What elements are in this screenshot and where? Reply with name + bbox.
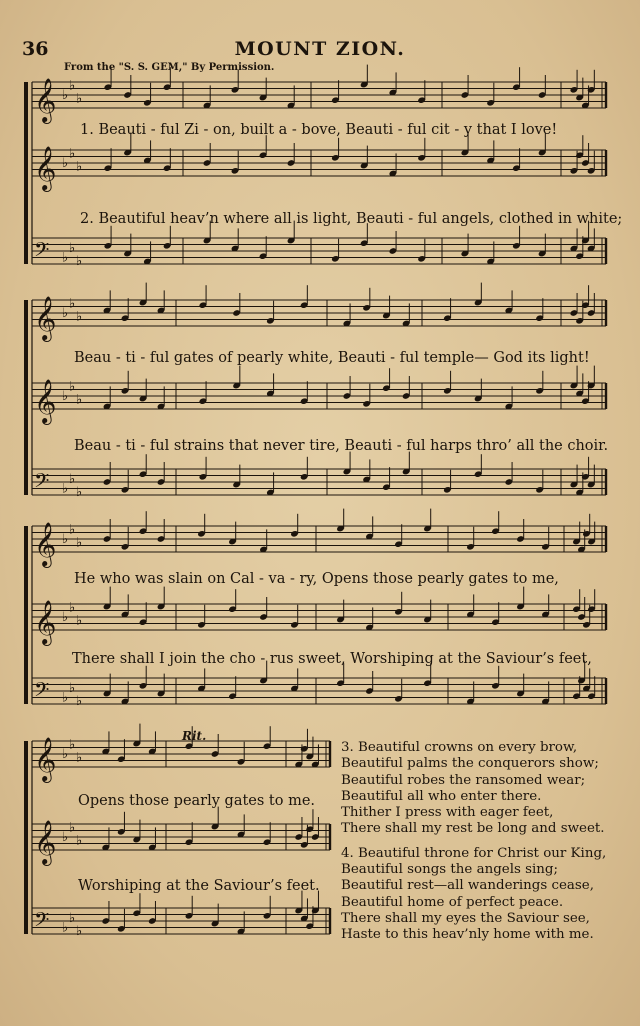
flat-icon: ♭ (76, 750, 83, 766)
flat-icon: ♭ (76, 484, 83, 500)
system-brace (24, 300, 28, 495)
page-title: MOUNT ZION. (234, 38, 406, 60)
verse-line: There shall my eyes the Saviour see, (341, 910, 590, 926)
flat-icon: ♭ (69, 910, 76, 926)
flat-icon: ♭ (62, 610, 69, 625)
flat-icon: ♭ (69, 522, 76, 538)
flat-icon: ♭ (69, 240, 76, 256)
stanza-3 (341, 740, 606, 838)
page-number: 36 (22, 38, 49, 60)
flat-icon: ♭ (62, 481, 69, 497)
verse-line: Haste to this heav’nly home with me. (341, 927, 594, 943)
treble-clef-icon: 𝄞 (34, 146, 57, 190)
lyric-line-7: Opens those pearly gates to me. (78, 793, 316, 809)
flat-icon: ♭ (76, 159, 83, 175)
flat-icon: ♭ (76, 91, 83, 107)
credit-line: From the "S. S. GEM," By Permission. (64, 62, 275, 73)
verse-line: Beautiful home of perfect peace. (341, 894, 564, 910)
system-brace (24, 526, 28, 704)
treble-clef-icon: 𝄞 (34, 820, 57, 864)
verse-line: There shall my rest be long and sweet. (341, 821, 605, 837)
flat-icon: ♭ (69, 680, 76, 696)
flat-icon: ♭ (76, 253, 83, 269)
flat-icon: ♭ (62, 830, 69, 845)
flat-icon: ♭ (69, 820, 76, 836)
treble-clef-icon: 𝄞 (34, 78, 57, 122)
verse-line: Beautiful songs the angels sing; (341, 862, 558, 878)
verse-line: Beautiful robes the ransomed wear; (341, 772, 586, 788)
lyric-line-3: Beau - ti - ful gates of pearly white, Beauti - ful temple— God its light! (74, 350, 590, 366)
treble-clef-icon: 𝄞 (34, 296, 57, 340)
flat-icon: ♭ (76, 613, 83, 629)
system-brace (24, 741, 28, 934)
flat-icon: ♭ (62, 250, 69, 266)
bass-clef-icon: 𝄢 (34, 908, 50, 936)
bass-clef-icon: 𝄢 (34, 469, 50, 497)
lyric-line-2: 2. Beautiful heav’n where all is light, Beauti - ful angels, clothed in white; (80, 211, 623, 227)
flat-icon: ♭ (76, 833, 83, 849)
bass-clef-icon: 𝄢 (34, 678, 50, 706)
flat-icon: ♭ (62, 747, 69, 762)
flat-icon: ♭ (69, 471, 76, 487)
lyric-line-4: Beau - ti - ful strains that never tire, Beauti - ful harps thro’ all the choir. (74, 438, 609, 454)
flat-icon: ♭ (62, 389, 69, 404)
bass-clef-icon: 𝄢 (34, 238, 50, 266)
verse-line: 4. Beautiful throne for Christ our King, (341, 845, 607, 861)
verse-line: Thither I press with eager feet, (341, 805, 554, 821)
lyric-line-5: He who was slain on Cal - va - ry, Opens those pearly gates to me, (74, 571, 559, 587)
lyric-line-1: 1. Beauti - ful Zi - on, built a - bove, Beauti - ful cit - y that I love! (80, 122, 558, 138)
verse-line: Beautiful palms the conquerors show; (341, 756, 599, 772)
flat-icon: ♭ (76, 693, 83, 709)
flat-icon: ♭ (69, 600, 76, 616)
verse-line: Beautiful rest—all wanderings cease, (341, 878, 594, 894)
lyric-line-8: Worshiping at the Saviour’s feet. (78, 878, 320, 894)
treble-clef-icon: 𝄞 (34, 737, 57, 781)
flat-icon: ♭ (62, 88, 69, 103)
flat-icon: ♭ (62, 920, 69, 936)
treble-clef-icon: 𝄞 (34, 600, 57, 644)
flat-icon: ♭ (69, 146, 76, 162)
verses-block (341, 740, 606, 952)
flat-icon: ♭ (76, 535, 83, 551)
flat-icon: ♭ (76, 923, 83, 939)
flat-icon: ♭ (69, 78, 76, 94)
flat-icon: ♭ (69, 737, 76, 753)
flat-icon: ♭ (62, 306, 69, 321)
flat-icon: ♭ (62, 532, 69, 547)
verse-line: Beautiful all who enter there. (341, 788, 542, 804)
treble-clef-icon: 𝄞 (34, 379, 57, 423)
lyric-line-6: There shall I join the cho - rus sweet, Worshiping at the Saviour’s feet, (72, 651, 592, 667)
flat-icon: ♭ (69, 379, 76, 395)
flat-icon: ♭ (76, 309, 83, 325)
verse-line: 3. Beautiful crowns on every brow, (341, 740, 578, 755)
ritardando-mark: Rit. (182, 729, 207, 743)
stanza-4 (341, 846, 606, 944)
flat-icon: ♭ (62, 156, 69, 171)
flat-icon: ♭ (76, 392, 83, 408)
system-brace (24, 82, 28, 264)
flat-icon: ♭ (62, 690, 69, 706)
flat-icon: ♭ (69, 296, 76, 312)
treble-clef-icon: 𝄞 (34, 522, 57, 566)
